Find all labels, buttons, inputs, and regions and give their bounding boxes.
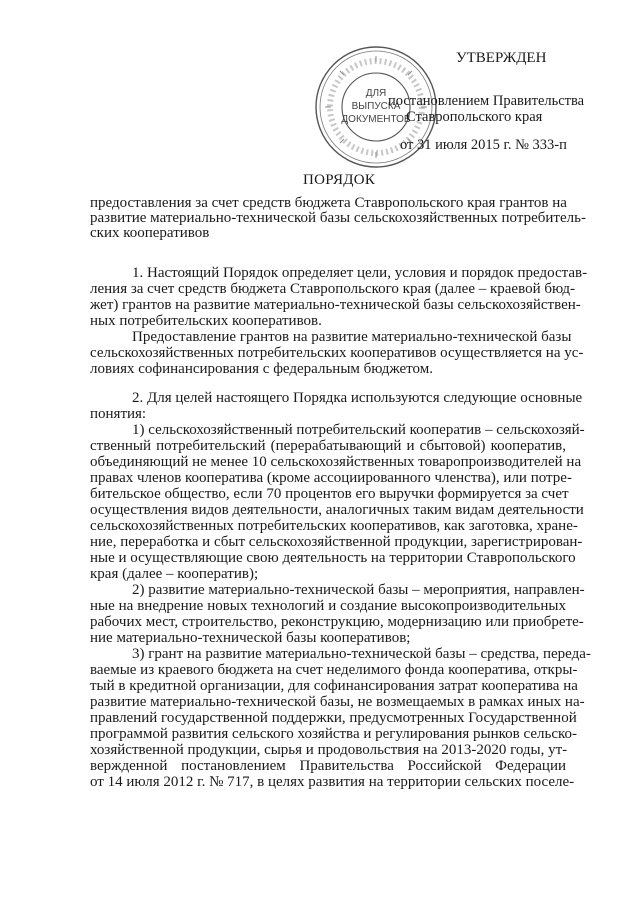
document-subtitle	[90, 195, 586, 241]
text-line: ные и осуществляющие свою деятельность на территории Ставропольского	[90, 550, 576, 566]
document-title: ПОРЯДОК	[303, 172, 376, 188]
document-body	[90, 265, 591, 790]
text-line: программой развития сельского хозяйства и регулирования рынков сельско-	[90, 726, 578, 742]
subtitle-line: развитие материально-технической базы сельскохозяйственных потребитель-	[90, 210, 586, 226]
text-line: от 14 июля 2012 г. № 717, в целях развития на территории сельских поселе-	[90, 774, 575, 790]
text-line: вержденной постановлением Правительства Российской Федерации	[90, 758, 566, 774]
text-line: хозяйственной продукции, сырья и продовольствия на 2013-2020 годы, ут-	[90, 742, 568, 758]
text-line: ные на внедрение новых технологий и создание высокопроизводительных	[90, 598, 566, 614]
text-line: края (далее – кооператив);	[90, 566, 259, 582]
text-line: 1) сельскохозяйственный потребительский кооператив – сельскохозяй-	[132, 422, 585, 438]
approval-title: УТВЕРЖДЕН	[456, 50, 547, 66]
stamp-text-3: ДОКУМЕНТОВ	[341, 114, 411, 125]
text-line: 1. Настоящий Порядок определяет цели, условия и порядок предостав-	[132, 265, 588, 281]
text-line: 2) развитие материально-технической базы – мероприятия, направлен-	[132, 582, 585, 598]
text-line: ных потребительских кооперативов.	[90, 313, 322, 329]
text-line: осуществления видов деятельности, аналогичных таким видам деятельности	[90, 502, 584, 518]
text-line: ловиях софинансирования с федеральным бюджетом.	[90, 361, 433, 377]
text-line: Предоставление грантов на развитие материально-технической базы	[132, 329, 572, 345]
text-line: ние материально-технической базы кооперативов;	[90, 630, 411, 646]
text-line: ваемые из краевого бюджета на счет неделимого фонда кооператива, откры-	[90, 662, 578, 678]
text-line: понятия:	[90, 406, 147, 422]
text-line: рабочих мест, строительство, реконструкцию, модернизацию или приобрете-	[90, 614, 584, 630]
text-line: правах членов кооператива (кроме ассоциированного членства), или потре-	[90, 470, 572, 486]
approval-line-1: постановлением Правительства	[388, 93, 585, 109]
subtitle-line: ских кооперативов	[90, 225, 210, 241]
text-line: ние, переработка и сбыт сельскохозяйственной продукции, зарегистрирован-	[90, 534, 583, 550]
text-line: сельскохозяйственных потребительских кооперативов, как заготовка, хране-	[90, 518, 578, 534]
text-line: ления за счет средств бюджета Ставропольского края (далее – краевой бюд-	[90, 281, 576, 297]
text-line: правлений государственной поддержки, предусмотренных Государственной	[90, 710, 577, 726]
paragraph-gap	[90, 377, 566, 390]
approval-block	[0, 0, 640, 160]
text-line: сельскохозяйственных потребительских кооперативов осуществляется на ус-	[90, 345, 584, 361]
text-line: тый в кредитной организации, для софинансирования затрат кооператива на	[90, 678, 578, 694]
subtitle-line: предоставления за счет средств бюджета Ставропольского края грантов на	[90, 195, 567, 211]
approval-date: от 31 июля 2015 г. № 333-п	[400, 137, 567, 153]
stamp-text-1: ДЛЯ	[365, 88, 387, 99]
text-line: ственный потребительский (перерабатывающий и сбытовой) кооператив,	[90, 438, 566, 454]
text-line: жет) грантов на развитие материально-технической базы сельскохозяйствен-	[90, 297, 581, 313]
text-line: бительское общество, если 70 процентов его выручки формируется за счет	[90, 486, 569, 502]
stamp-text-2: ВЫПУСКА	[351, 101, 401, 112]
text-line: 2. Для целей настоящего Порядка используются следующие основные	[132, 390, 583, 406]
text-line: 3) грант на развитие материально-технической базы – средства, переда-	[132, 646, 591, 662]
text-line: развитие материально-технической базы, не возмещаемых в рамках иных на-	[90, 694, 585, 710]
text-line: объединяющий не менее 10 сельскохозяйственных товаропроизводителей на	[90, 454, 582, 470]
approval-line-2: Ставропольского края	[406, 109, 543, 125]
